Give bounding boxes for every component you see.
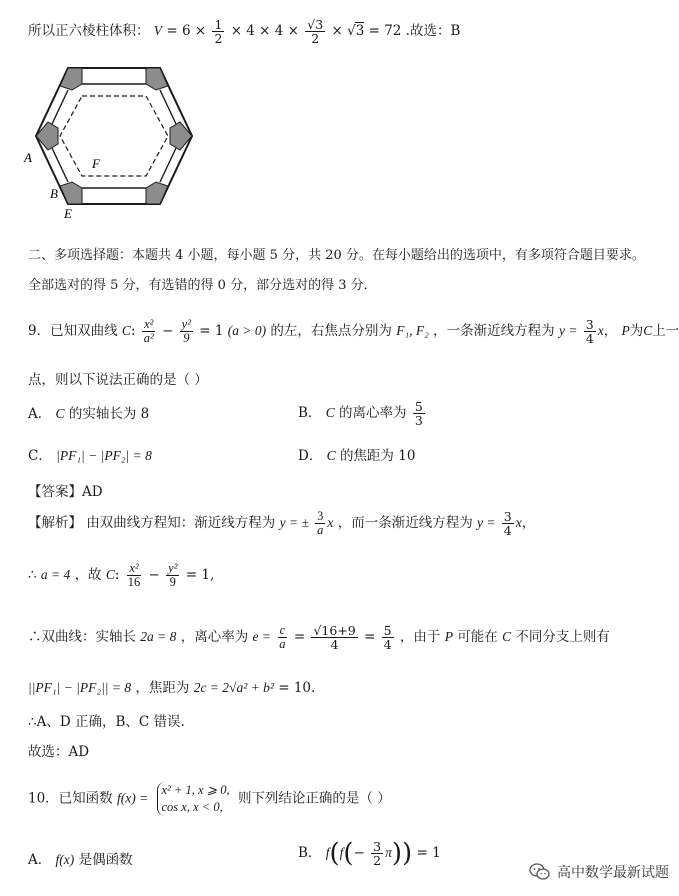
option-text: 的离心率为 (339, 405, 407, 422)
option-expr: |PF₁| − |PF₂| = 8 (56, 448, 152, 463)
option-text: 的实轴长为 (68, 406, 137, 422)
solution-y2: y = (477, 515, 496, 531)
volume-eq: = 6 × (166, 23, 207, 40)
line-c-result: = 10 (278, 680, 311, 696)
q9-conclusion: ∴A、D 正确，B、C 错误. (28, 714, 185, 730)
frac-den: 4 (383, 637, 392, 653)
frac-den: 2 (311, 31, 320, 47)
frac-num: √16+9 (313, 623, 356, 638)
label-b: B (50, 186, 58, 201)
frac-num: 5 (383, 623, 392, 638)
q9-colon: : (130, 323, 136, 340)
q9-minus: − (162, 323, 174, 340)
solution-x1: x (327, 515, 334, 531)
line-c-end: . (311, 680, 316, 696)
line-b-frac3 (382, 624, 394, 651)
line-b-text4: 不同分支上则有 (515, 629, 610, 646)
frac-den: 3 (414, 413, 423, 429)
volume-mid: × 4 × 4 × (230, 23, 299, 40)
q9-line-a (28, 562, 214, 589)
q9-final: 故选：AD (28, 744, 90, 760)
line-a-end: , (209, 567, 215, 584)
q9-solution (28, 510, 535, 537)
q10-option-a (28, 852, 133, 868)
volume-prefix: 所以正六棱柱体积： (28, 23, 150, 40)
volume-answer: .故选：B (405, 23, 461, 40)
q9-option-d (298, 448, 415, 464)
line-b-e: e = (252, 629, 271, 645)
q9-option-a (28, 406, 149, 422)
frac-den: 16 (127, 575, 141, 590)
line-b-prefix: ∴双曲线：实轴长 (28, 629, 136, 646)
option-frac (413, 400, 425, 427)
line-a-minus: − (148, 567, 160, 584)
wechat-icon (529, 862, 551, 882)
option-f: f(x) (55, 852, 75, 867)
solution-frac2 (502, 510, 514, 537)
frac-num: 3 (317, 509, 324, 523)
line-b-eq2: = (364, 629, 376, 646)
sqrt-sign: √ (347, 23, 356, 40)
frac-num: x² (129, 561, 139, 575)
option-c: C (55, 406, 65, 421)
line-b-c: C (502, 629, 512, 645)
line-b-axis: 2a = 8 (140, 629, 177, 645)
q9-c2: C (643, 323, 653, 339)
solution-y1: y = ± (279, 515, 309, 531)
watermark (529, 862, 669, 882)
section2-line1: 二、多项选择题：本题共 4 小题，每小题 5 分，共 20 分。在每小题给出的选项中，有多项符合题目要求。 (28, 248, 645, 263)
line-b-text1: ，离心率为 (180, 629, 249, 646)
q9-stem (28, 318, 679, 345)
q9-frac-k (584, 318, 596, 345)
q9-x: x (597, 323, 604, 339)
line-a-colon: : (114, 567, 120, 584)
paren-close-inner: ) (391, 838, 403, 869)
option-text: 的焦距为 (339, 448, 394, 464)
solution-text1: 由双曲线方程知：渐近线方程为 (86, 515, 276, 532)
solution-label: 【解析】 (28, 515, 82, 532)
frac-den: 9 (183, 331, 190, 346)
q9-answer: 【答案】AD (28, 484, 103, 500)
a-eq: a = 4 (40, 567, 71, 583)
line-b-frac2 (311, 624, 357, 651)
q10-fx: f(x) = (116, 790, 149, 806)
q10-option-b (298, 840, 441, 867)
volume-frac-2 (305, 18, 325, 45)
frac-num: y² (181, 317, 191, 331)
frac-den: a (279, 637, 286, 652)
option-c: C (325, 405, 335, 421)
line-c-text: ，焦距为 (135, 680, 190, 696)
option-c: C (326, 448, 336, 463)
q9-option-c (28, 448, 152, 464)
q9-stem-line2: 点，则以下说法正确的是（ ） (28, 372, 208, 388)
q9-number: 9．已知双曲线 (28, 323, 118, 340)
option-value: 10 (398, 448, 416, 464)
q9-p: P (621, 323, 630, 339)
q9-cond: (a > 0) (227, 323, 267, 339)
label-e: E (64, 206, 72, 221)
q9-y: y = (558, 323, 578, 339)
q9-text2: ，一条渐近线方程为 (433, 323, 555, 340)
solution-x2: x (515, 515, 522, 531)
frac-num: 3 (373, 839, 382, 854)
q10-case1: x² + 1, x ⩾ 0, (161, 783, 230, 797)
line-a-frac1 (126, 562, 143, 589)
q9-text5: 上一 (652, 323, 679, 340)
frac-num: 3 (585, 317, 594, 332)
solution-text3: ， (521, 515, 536, 532)
frac-num: x² (144, 317, 154, 331)
q10-stem (28, 782, 391, 816)
inner-hexagon (60, 96, 168, 176)
label-f: F (92, 156, 100, 171)
frac-num: c (279, 623, 286, 637)
volume-result: = 72 (368, 23, 402, 40)
q10-number: 10．已知函数 (28, 790, 113, 807)
option-eq: = 1 (416, 845, 441, 862)
paren-open-inner: ( (343, 838, 354, 869)
volume-frac-1 (212, 18, 224, 45)
q9-option-b (298, 400, 427, 427)
therefore-sign: ∴ (28, 567, 37, 584)
line-a-eq: = 1 (185, 567, 210, 584)
option-pi: π (385, 845, 392, 861)
line-b-frac1 (277, 624, 287, 651)
option-label: A． (28, 406, 52, 422)
q10-case2: cos x, x < 0, (161, 799, 223, 814)
paren-open: ( (329, 838, 340, 869)
option-frac (371, 840, 383, 867)
frac-num: √3 (307, 17, 324, 32)
frac-den: a² (143, 331, 154, 346)
frac-num: 1 (214, 17, 223, 32)
option-value: 8 (140, 406, 150, 422)
solution-frac1 (315, 510, 325, 537)
option-label: D． (298, 448, 323, 464)
section2-line2: 全部选对的得 5 分，有选错的得 0 分，部分选对的得 3 分． (28, 278, 377, 293)
frac-den: a (317, 523, 324, 538)
line-a-text: ，故 (74, 567, 102, 584)
line-c-focal: 2c = 2√a² + b² (193, 680, 274, 695)
option-label: C． (28, 448, 52, 464)
option-minus: − (353, 845, 365, 862)
line-b-text2: ，由于 (399, 629, 441, 646)
frac-den: 9 (169, 575, 176, 590)
volume-mul: × (331, 23, 343, 40)
q9-c: C (121, 323, 131, 339)
frac-den: 4 (330, 637, 339, 653)
option-text: 是偶函数 (78, 852, 133, 868)
option-label: B． (298, 405, 322, 422)
q9-text4: 为 (629, 323, 644, 340)
frac-num: 5 (414, 399, 423, 414)
q9-text3: ， (603, 323, 618, 340)
option-f: f (325, 845, 330, 861)
line-c-expr: ||PF₁| − |PF₂|| = 8 (28, 680, 132, 695)
q9-text1: 的左，右焦点分别为 (270, 323, 392, 340)
q9-foci: F₁, F₂ (396, 323, 429, 339)
frac-den: 4 (585, 331, 594, 347)
frac-num: 3 (503, 509, 512, 524)
q10-text: 则下列结论正确的是（ ） (237, 790, 391, 807)
volume-line (28, 18, 460, 45)
line-b-eq: = (293, 629, 306, 646)
q9-line-c (28, 680, 315, 696)
watermark-text: 高中数学最新试题 (557, 865, 669, 881)
frac-num: y² (168, 561, 178, 575)
q9-frac-x (142, 318, 156, 345)
frac-den: 2 (214, 31, 223, 47)
rectangle-bands (52, 84, 176, 188)
option-label: B． (298, 845, 322, 862)
q9-frac-y (180, 318, 193, 345)
paren-close: ) (402, 838, 413, 869)
frac-den: 2 (373, 853, 382, 869)
line-a-c: C (105, 567, 115, 583)
frac-den: 4 (503, 523, 512, 539)
label-a: A (24, 150, 32, 165)
line-b-p: P (444, 629, 453, 645)
line-b-text3: 可能在 (457, 629, 498, 646)
option-label: A． (28, 852, 52, 868)
volume-symbol: V (153, 23, 163, 39)
solution-text2: ，而一条渐近线方程为 (337, 515, 473, 532)
option-inner-f: f (339, 845, 344, 861)
line-a-frac2 (166, 562, 179, 589)
q9-eq: = 1 (199, 323, 224, 340)
hexagon-figure (20, 62, 200, 222)
volume-sqrt: 3 (355, 23, 365, 40)
q9-line-b (28, 624, 610, 651)
q10-piecewise (157, 782, 230, 816)
